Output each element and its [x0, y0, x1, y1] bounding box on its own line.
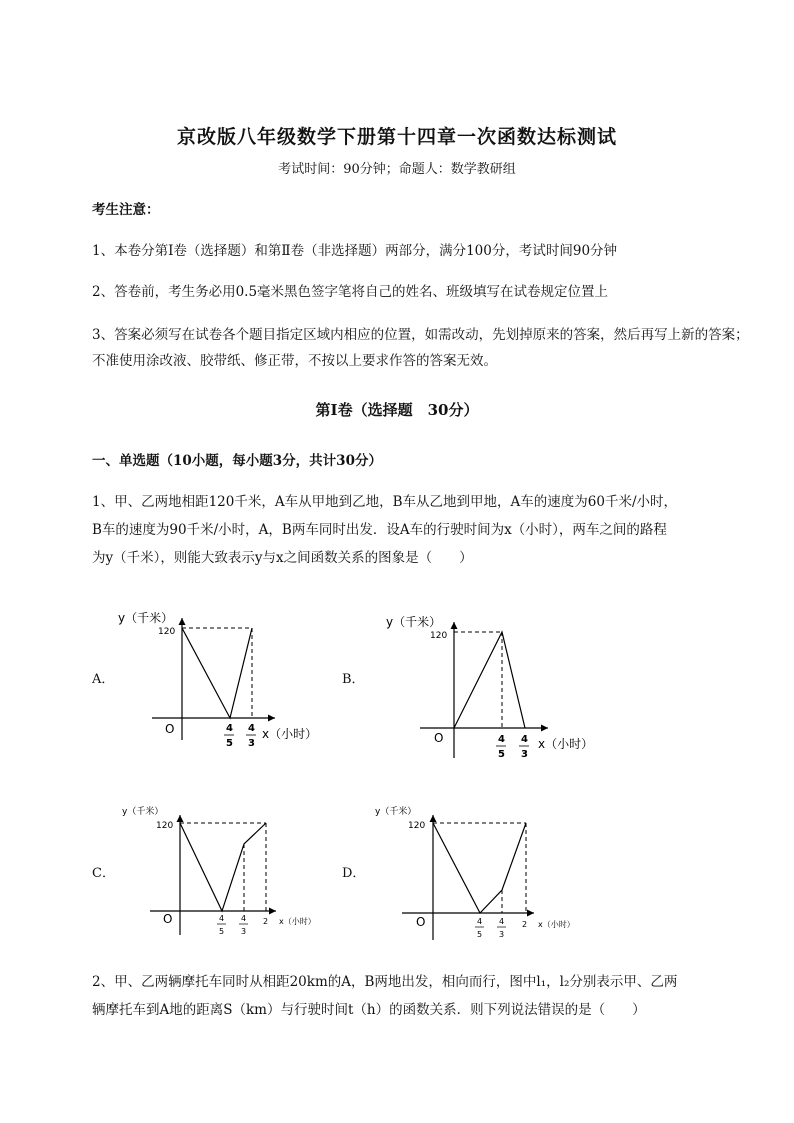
page-title: 京改版八年级数学下册第十四章一次函数达标测试	[176, 126, 617, 148]
option-d-label[interactable]: D．	[342, 866, 366, 881]
graph-a-t43-den: 3	[248, 738, 255, 749]
question-1-line-3: 为y（千米），则能大致表示y与x之间函数关系的图象是（ ）	[92, 550, 473, 566]
graph-d-t45-num: 4	[477, 917, 483, 926]
option-b-label[interactable]: B．	[342, 672, 365, 687]
graph-d-t45-den: 5	[477, 930, 483, 939]
graph-a-t45-num: 4	[226, 723, 233, 734]
option-c-label[interactable]: C．	[92, 866, 115, 881]
graph-b-line	[454, 632, 525, 728]
graph-b-y120: 120	[430, 631, 448, 641]
graph-c[interactable]	[122, 805, 316, 936]
graph-a[interactable]	[118, 610, 317, 749]
option-a-label[interactable]: A．	[92, 672, 115, 687]
exam-subtitle: 考试时间：90分钟；命题人：数学教研组	[278, 162, 516, 177]
graph-d-line	[433, 823, 526, 913]
graph-d-origin: O	[416, 915, 426, 929]
graph-c-line	[180, 823, 266, 911]
graph-c-t45-den: 5	[219, 927, 225, 936]
graph-a-line	[182, 628, 252, 718]
graph-b-t45-num: 4	[498, 734, 505, 745]
graph-b-xlabel: x（小时）	[538, 737, 594, 751]
question-2-line-1: 2、甲、乙两辆摩托车同时从相距20km的A，B两地出发，相向而行，图中l₁，l₂分别表示甲、乙两	[92, 974, 678, 990]
graph-a-ylabel: y（千米）	[118, 611, 174, 625]
graph-c-t43-den: 3	[241, 927, 247, 936]
graph-c-xlabel: x（小时）	[279, 917, 316, 926]
graph-d-ylabel: y（千米）	[375, 807, 417, 817]
graph-a-xlabel: x（小时）	[262, 727, 318, 741]
question-1-line-2: B车的速度为90千米/小时，A，B两车同时出发．设A车的行驶时间为x（小时），两车之间的路程	[92, 522, 667, 538]
graph-d-t2: 2	[522, 920, 528, 929]
notice-item-2: 2、答卷前，考生务必用0.5毫米黑色签字笔将自己的姓名、班级填写在试卷规定位置上	[92, 284, 609, 300]
graph-d-xlabel: x（小时）	[538, 920, 575, 929]
graph-c-t43-num: 4	[241, 914, 247, 923]
graph-a-t43-num: 4	[248, 723, 255, 734]
graph-c-t2: 2	[263, 917, 269, 926]
question-1-line-1: 1、甲、乙两地相距120千米，A车从甲地到乙地，B车从乙地到甲地，A车的速度为60千米/小时，	[92, 494, 678, 510]
graph-d-t43-den: 3	[499, 930, 505, 939]
graph-c-y120: 120	[156, 821, 174, 831]
section-title: 第I卷（选择题 30分）	[315, 401, 479, 419]
graph-b-ylabel: y（千米）	[386, 615, 442, 629]
graph-a-t45-den: 5	[226, 738, 233, 749]
graph-b[interactable]	[386, 614, 593, 760]
graph-b-t45-den: 5	[498, 749, 505, 760]
graph-d[interactable]	[375, 805, 575, 940]
graph-b-t43-den: 3	[521, 749, 528, 760]
graph-c-t45-num: 4	[219, 914, 225, 923]
notice-item-3: 3、答案必须写在试卷各个题目指定区域内相应的位置，如需改动，先划掉原来的答案，然后再写上新的答案；不准使用涂改液、胶带纸、修正带，不按以上要求作答的答案无效。	[92, 327, 749, 369]
graph-d-y120: 120	[408, 821, 426, 831]
graph-d-t43-num: 4	[499, 917, 505, 926]
part-heading: 一、单选题（10小题，每小题3分，共计30分）	[92, 453, 382, 469]
graph-a-origin: O	[165, 722, 175, 736]
graph-b-origin: O	[434, 731, 444, 745]
graph-b-t43-num: 4	[521, 734, 528, 745]
notice-item-1: 1、本卷分第I卷（选择题）和第Ⅱ卷（非选择题）两部分，满分100分，考试时间90分钟	[92, 243, 618, 259]
graph-c-ylabel: y（千米）	[122, 807, 164, 817]
graph-a-y120: 120	[158, 627, 176, 637]
question-2-text	[92, 968, 752, 1024]
question-2-line-2: 辆摩托车到A地的距离S（km）与行驶时间t（h）的函数关系．则下列说法错误的是（ ）	[92, 1002, 646, 1018]
notice-heading: 考生注意：	[92, 202, 160, 218]
graph-c-origin: O	[163, 912, 173, 926]
